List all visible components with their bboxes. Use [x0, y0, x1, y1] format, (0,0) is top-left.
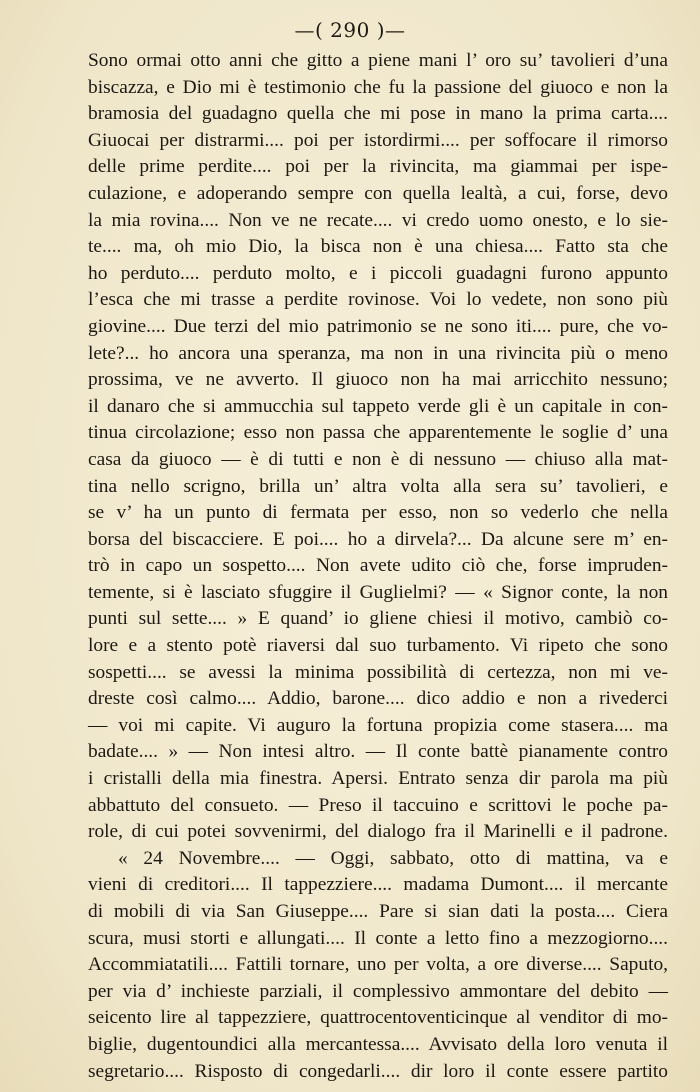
text-line: Sono ormai otto anni che gitto a piene mani l’ oro su’ tavolieri d’una [88, 50, 668, 71]
body-text [88, 48, 668, 1085]
page-number: —( 290 )— [294, 18, 406, 42]
text-line: bramosia del guadagno quella che mi pose in mano la prima carta.... [88, 103, 668, 125]
text-line: — voi mi capite. Vi auguro la fortuna propizia come stasera.... ma [88, 714, 668, 736]
text-line: trò in capo un sospetto.... Non avete udito ciò che, forse impruden- [88, 555, 668, 577]
text-line: giovine.... Due terzi del mio patrimonio se ne sono iti.... pure, che vo- [88, 315, 668, 337]
text-line: Accommiatatili.... Fattili tornare, uno per volta, a ore diverse.... Saputo, [88, 954, 668, 976]
text-line: per via d’ inchieste parziali, il complessivo ammontare del debito — [88, 980, 668, 1002]
text-line: abbattuto del consueto. — Preso il taccuino e scrittovi le poche pa- [88, 794, 668, 816]
text-line: « 24 Novembre.... — Oggi, sabbato, otto di mattina, va e [118, 847, 668, 869]
text-line: vieni di creditori.... Il tappezziere.... madama Dumont.... il mercante [88, 874, 668, 896]
text-line: ho perduto.... perduto molto, e i piccoli guadagni furono appunto [88, 262, 668, 284]
text-line: Giuocai per distrarmi.... poi per istordirmi.... per soffocare il rimorso [88, 129, 668, 151]
text-line: il danaro che si ammucchia sul tappeto verde gli è un capitale in con- [88, 395, 668, 417]
text-line: temente, si è lasciato sfuggire il Guglielmi? — « Signor conte, la non [88, 581, 668, 603]
text-line: tinua circolazione; esso non passa che apparentemente le soglie d’ una [88, 422, 668, 444]
text-line: borsa del biscacciere. E poi.... ho a dirvela?... Da alcune sere m’ en- [88, 528, 668, 550]
text-line: segretario.... Risposto di congedarli.... dir loro il conte essere partito [88, 1060, 668, 1082]
text-line: casa da giuoco — è di tutti e non è di nessuno — chiuso alla mat- [88, 448, 668, 470]
text-line: lore e a stento potè riaversi dal suo turbamento. Vi ripeto che sono [88, 635, 668, 657]
text-line: se v’ ha un punto di fermata per esso, non so vederlo che nella [88, 502, 668, 524]
text-line: role, di cui potei sovvenirmi, del dialogo fra il Marinelli e il padrone. [88, 821, 668, 843]
text-line: la mia rovina.... Non ve ne recate.... vi credo uomo onesto, e lo sie- [88, 209, 668, 231]
text-line: di mobili di via San Giuseppe.... Pare si sian dati la posta.... Ciera [88, 901, 668, 922]
text-line: i cristalli della mia finestra. Apersi. Entrato senza dir parola ma più [88, 768, 668, 790]
text-line: scura, musi storti e allungati.... Il conte a letto fino a mezzogiorno.... [88, 927, 668, 949]
text-line: delle prime perdite.... poi per la rivincita, ma giammai per ispe- [88, 156, 668, 178]
text-line: punti sul sette.... » E quand’ io gliene chiesi il motivo, cambiò co- [88, 608, 668, 630]
text-line: tina nello scrigno, brilla un’ altra volta alla sera su’ tavolieri, e [88, 475, 668, 497]
text-line: biscazza, e Dio mi è testimonio che fu la passione del giuoco e non la [88, 76, 668, 98]
text-line: badate.... » — Non intesi altro. — Il conte battè pianamente contro [88, 741, 668, 763]
text-line: sospetti.... se avessi la minima possibilità di certezza, non mi ve- [88, 661, 668, 683]
text-line: biglie, dugentoundici alla mercantessa.... Avvisato della loro venuta il [88, 1033, 668, 1055]
text-line: seicento lire al tappezziere, quattrocentoventicinque al venditor di mo- [88, 1007, 668, 1029]
text-line: dreste così calmo.... Addio, barone.... dico addio e non a rivederci [88, 688, 668, 710]
text-line: culazione, e adoperando sempre con quella lealtà, a cui, forse, devo [88, 182, 668, 204]
text-line: te.... ma, oh mio Dio, la bisca non è una chiesa.... Fatto sta che [88, 236, 668, 258]
text-line: l’esca che mi trasse a perdite rovinose. Voi lo vedete, non sono più [88, 289, 668, 311]
text-line: prossima, ve ne avverto. Il giuoco non ha mai arricchito nessuno; [88, 369, 668, 391]
text-line: lete?... ho ancora una speranza, ma non in una rivincita più o meno [88, 342, 668, 364]
